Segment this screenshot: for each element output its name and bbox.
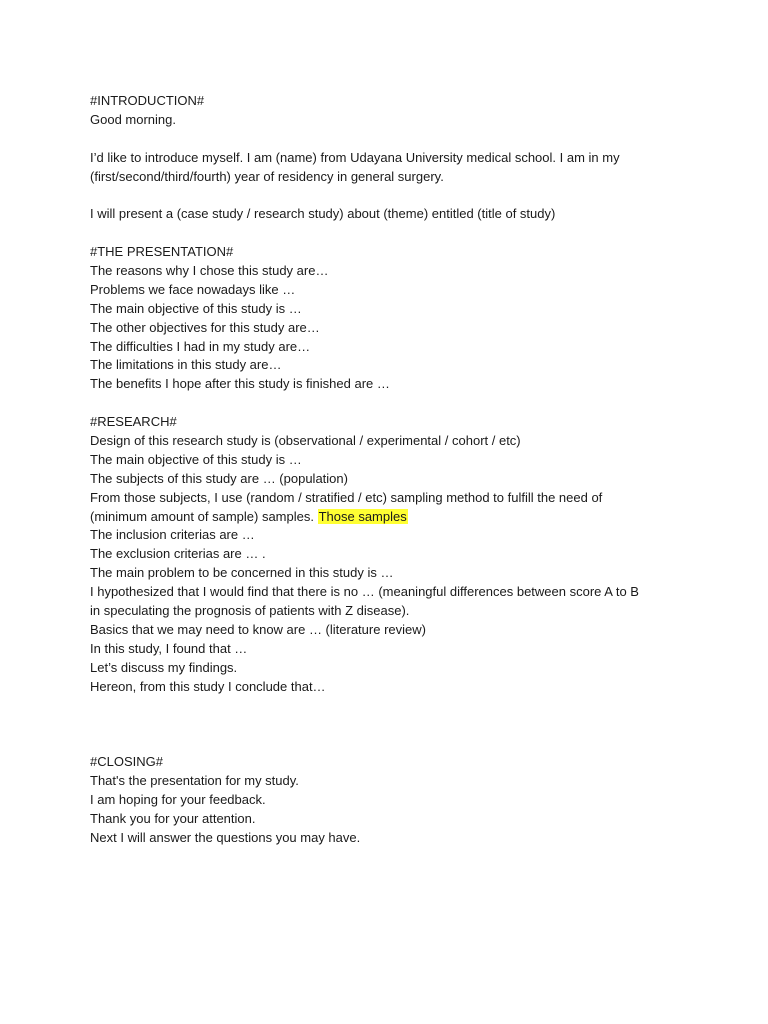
presentation-heading: #THE PRESENTATION#: [90, 244, 234, 260]
introduction-heading: #INTRODUCTION#: [90, 93, 205, 108]
closing-line: Thank you for your attention.: [90, 810, 256, 826]
blank-lines: [90, 697, 710, 754]
research-line: In this study, I found that …: [90, 640, 248, 656]
closing-heading: #CLOSING#: [90, 754, 163, 770]
blank-line: [90, 186, 710, 205]
intro-line-2: (first/second/third/fourth) year of residency in general surgery.: [90, 168, 444, 184]
presentation-line: The benefits I hope after this study is finished are …: [90, 376, 390, 392]
presentation-line: Problems we face nowadays like …: [90, 281, 296, 297]
closing-line: Next I will answer the questions you may have.: [90, 829, 361, 845]
research-line: The subjects of this study are … (population): [90, 470, 348, 486]
research-line: Let’s discuss my findings.: [90, 659, 238, 675]
research-line: Design of this research study is (observational / experimental / cohort / etc): [90, 433, 521, 449]
greeting-line: Good morning.: [90, 111, 176, 127]
research-line: The exclusion criterias are … .: [90, 546, 266, 562]
presentation-line: The main objective of this study is …: [90, 300, 302, 316]
presentation-line: The limitations in this study are…: [90, 357, 282, 373]
research-line: The main objective of this study is …: [90, 451, 302, 467]
research-line-text: (minimum amount of sample) samples.: [90, 508, 318, 524]
research-line: The inclusion criterias are …: [90, 527, 255, 543]
intro-line-1: I’d like to introduce myself. I am (name) from Udayana University medical school. I am in my: [90, 149, 620, 165]
presentation-line: The reasons why I chose this study are…: [90, 263, 329, 279]
closing-line: That's the presentation for my study.: [90, 773, 299, 789]
research-line-with-highlight: [90, 508, 710, 527]
blank-line: [90, 394, 710, 413]
research-heading: #RESEARCH#: [90, 414, 177, 430]
presentation-line: The other objectives for this study are…: [90, 319, 320, 335]
document-body: [90, 92, 710, 848]
research-line: From those subjects, I use (random / stratified / etc) sampling method to fulfill the need of: [90, 489, 603, 505]
highlighted-text: Those samples: [318, 508, 407, 524]
research-line: The main problem to be concerned in this study is …: [90, 565, 394, 581]
research-line: in speculating the prognosis of patients with Z disease).: [90, 603, 410, 619]
research-line: Hereon, from this study I conclude that…: [90, 678, 326, 694]
research-line: I hypothesized that I would find that there is no … (meaningful differences between score A to B: [90, 584, 639, 600]
blank-line: [90, 224, 710, 243]
intro-line-3: I will present a (case study / research study) about (theme) entitled (title of study): [90, 206, 556, 222]
blank-line: [90, 130, 710, 149]
closing-line: I am hoping for your feedback.: [90, 791, 266, 807]
presentation-line: The difficulties I had in my study are…: [90, 338, 311, 354]
research-line: Basics that we may need to know are … (literature review): [90, 621, 426, 637]
